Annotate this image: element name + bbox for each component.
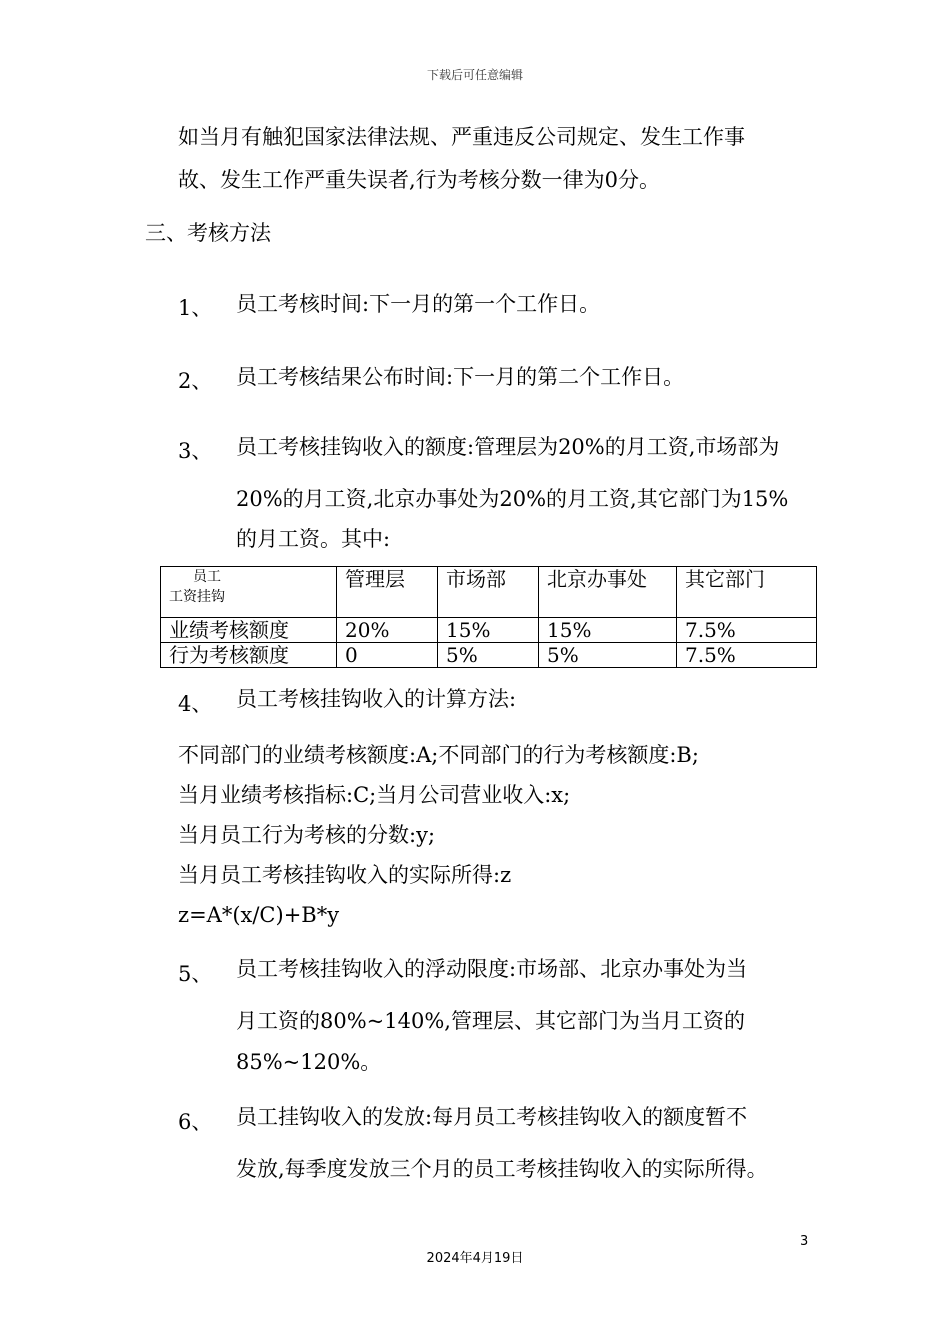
table-cell: 7.5% <box>677 618 817 643</box>
item-text: 员工考核挂钩收入的计算方法: <box>236 687 517 711</box>
item-text: 20%的月工资,北京办事处为20%的月工资,其它部门为15% <box>236 487 789 511</box>
formula-line: 当月员工考核挂钩收入的实际所得:z <box>178 863 512 887</box>
column-header: 管理层 <box>337 567 438 618</box>
formula-line: 当月员工行为考核的分数:y; <box>178 823 436 847</box>
table-corner-cell <box>161 567 337 618</box>
item-text: 的月工资。其中: <box>236 527 391 551</box>
table-cell: 20% <box>337 618 438 643</box>
page-number: 3 <box>800 1234 809 1249</box>
item-text: 月工资的80%~140%,管理层、其它部门为当月工资的 <box>236 1009 745 1033</box>
item-number: 6、 <box>178 1110 213 1134</box>
row-label: 业绩考核额度 <box>161 618 337 643</box>
item-number: 5、 <box>178 962 213 986</box>
column-header: 北京办事处 <box>539 567 677 618</box>
table-cell: 15% <box>539 618 677 643</box>
page-header: 下载后可任意编辑 <box>426 68 523 82</box>
column-header: 其它部门 <box>677 567 817 618</box>
table-cell: 5% <box>539 643 677 668</box>
corner-bottom-label: 工资挂钩 <box>169 589 225 605</box>
item-number: 2、 <box>178 369 213 393</box>
item-number: 3、 <box>178 439 213 463</box>
formula-line: z=A*(x/C)+B*y <box>178 903 340 927</box>
row-label: 行为考核额度 <box>161 643 337 668</box>
item-text: 员工考核挂钩收入的额度:管理层为20%的月工资,市场部为 <box>236 435 780 459</box>
item-text: 发放,每季度发放三个月的员工考核挂钩收入的实际所得。 <box>236 1157 768 1181</box>
table-header-row <box>161 567 817 618</box>
footer-date: 2024年4月19日 <box>426 1251 524 1266</box>
formula-line: 当月业绩考核指标:C;当月公司营业收入:x; <box>178 783 571 807</box>
item-number: 1、 <box>178 296 213 320</box>
item-number: 4、 <box>178 692 213 716</box>
table-row <box>161 618 817 643</box>
corner-top-label: 员工 <box>193 569 221 585</box>
table-cell: 0 <box>337 643 438 668</box>
column-header: 市场部 <box>438 567 539 618</box>
table-cell: 5% <box>438 643 539 668</box>
table-row <box>161 643 817 668</box>
table-cell: 15% <box>438 618 539 643</box>
item-text: 员工考核时间:下一月的第一个工作日。 <box>236 292 601 316</box>
intro-line-2: 故、发生工作严重失误者,行为考核分数一律为0分。 <box>178 168 661 192</box>
formula-line: 不同部门的业绩考核额度:A;不同部门的行为考核额度:B; <box>178 743 699 767</box>
item-text: 员工考核结果公布时间:下一月的第二个工作日。 <box>236 365 685 389</box>
section-title: 三、考核方法 <box>145 221 271 245</box>
item-text: 85%~120%。 <box>236 1050 382 1074</box>
table-cell: 7.5% <box>677 643 817 668</box>
intro-line-1: 如当月有触犯国家法律法规、严重违反公司规定、发生工作事 <box>178 125 745 149</box>
assessment-table <box>160 566 817 668</box>
item-text: 员工考核挂钩收入的浮动限度:市场部、北京办事处为当 <box>236 957 748 981</box>
item-text: 员工挂钩收入的发放:每月员工考核挂钩收入的额度暂不 <box>236 1105 748 1129</box>
